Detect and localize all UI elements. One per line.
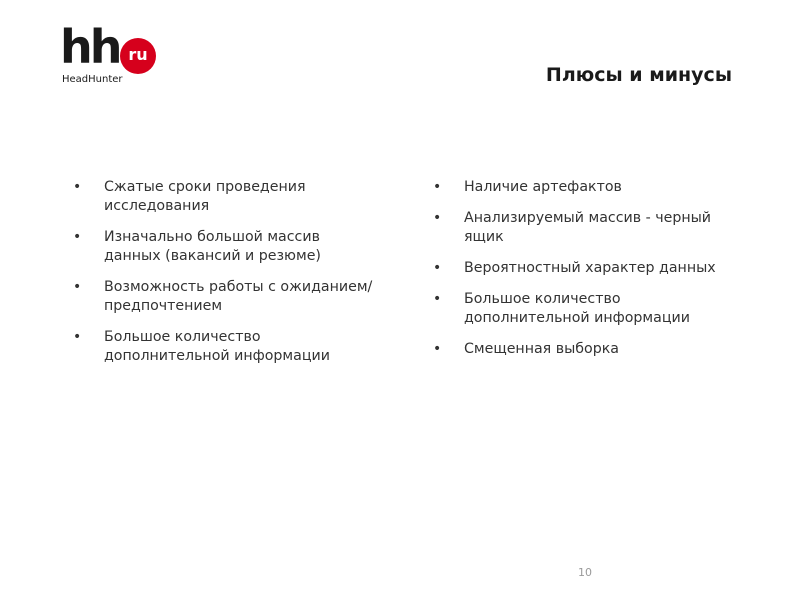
list-item-text: Смещенная выборка — [464, 341, 619, 357]
list-item-text: Возможность работы с ожиданием/предпочтением — [104, 279, 373, 314]
list-item-text: Наличие артефактов — [464, 179, 622, 195]
list-item-text: Сжатые сроки проведения исследования — [104, 179, 306, 214]
list-item — [70, 228, 380, 266]
list-item — [70, 328, 380, 366]
bullet-icon: • — [73, 229, 82, 245]
list-item — [70, 278, 380, 316]
bullet-icon: • — [73, 179, 82, 195]
bullet-icon: • — [433, 179, 442, 195]
list-item — [430, 340, 750, 359]
bullet-icon: • — [433, 341, 442, 357]
pros-list — [70, 178, 380, 378]
list-item — [430, 178, 750, 197]
bullet-icon: • — [73, 279, 82, 295]
list-item — [430, 259, 750, 278]
logo-ru-badge — [120, 38, 156, 74]
list-item-text: Анализируемый массив - черный ящик — [464, 210, 712, 245]
bullet-icon: • — [433, 260, 442, 276]
logo-hh-text: hh — [60, 20, 120, 74]
list-item-text: Большое количество дополнительной информации — [104, 329, 330, 364]
list-item — [430, 290, 750, 328]
list-item-text: Вероятностный характер данных — [464, 260, 716, 276]
bullet-icon: • — [73, 329, 82, 345]
list-item — [70, 178, 380, 216]
slide-title: Плюсы и минусы — [545, 64, 732, 86]
logo-ru-text: ru — [128, 45, 148, 64]
cons-list — [430, 178, 750, 371]
list-item-text: Большое количество дополнительной информации — [464, 291, 690, 326]
logo-subtitle: HeadHunter — [62, 74, 123, 85]
bullet-icon: • — [433, 291, 442, 307]
page-number: 10 — [578, 566, 592, 579]
bullet-icon: • — [433, 210, 442, 226]
headhunter-logo — [60, 20, 170, 92]
list-item — [430, 209, 750, 247]
list-item-text: Изначально большой массив данных (вакансий и резюме) — [104, 229, 321, 264]
